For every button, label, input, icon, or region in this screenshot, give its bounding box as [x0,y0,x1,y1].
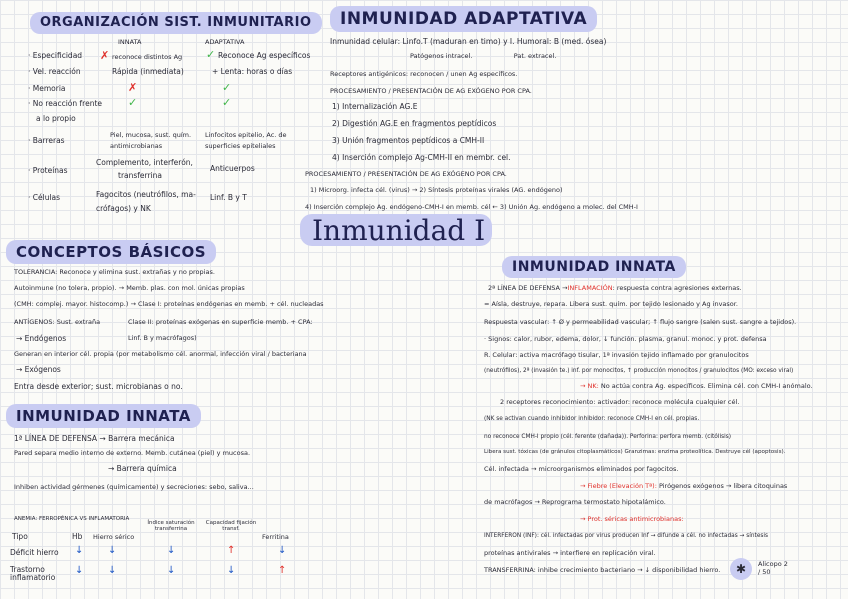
org-label: · Memoria [28,84,66,93]
innata-right-text: No actúa contra Ag. específicos. Elimina cél. con CMH-I anómalo. [600,382,813,390]
innata-left-line: Pared separa medio interno de externo. Memb. cutánea (piel) y mucosa. [14,449,251,457]
innata-right-line: de macrófagos → Reprograma termostato hipotalámico. [484,498,666,506]
innata-right-line [580,482,787,490]
innata-left-line: Inhiben actividad gérmenes (químicamente) y secreciones: sebo, saliva... [14,483,254,491]
org-label: · Vel. reacción [28,67,81,76]
innata-right-line: · Signos: calor, rubor, edema, dolor, ↓ función. plasma, granul. monoc. y prot. defensa [484,335,767,343]
org-innata-cell: Rápida (inmediata) [112,67,184,76]
anemia-row-label: Déficit hierro [10,548,59,557]
anemia-header: Hb [72,532,83,541]
org-innata-cell: crófagos) y NK [96,204,151,213]
anemia-header: Índice saturación transferrina [147,520,195,532]
adaptativa-line: 1) Microorg. infecta cél. (virus) → 2) Síntesis proteínas virales (AG. endógeno) [310,186,563,194]
innata-left-line: → Barrera química [108,464,177,473]
adaptativa-line: Inmunidad celular: Linfo.T (maduran en timo) y I. Humoral: B (med. ósea) [330,37,607,46]
org-innata-cell: antimicrobianas [110,142,163,150]
innata-right-line [580,382,813,390]
innata-right-line: 2 receptores reconocimiento: activador: reconoce molécula cualquier cél. [500,398,740,406]
innata-right-text: : respuesta contra agresiones externas. [612,284,742,292]
innata-right-line: Libera sust. tóxicas (de gránulos citoplasmáticos) Granzimas: enzima proteolítica. Destruye cél (apoptosis). [484,449,786,455]
innata-right-line [488,284,742,292]
org-adaptativa-cell: Anticuerpos [210,164,255,173]
asterisk-icon: ✱ [735,562,747,576]
innata-right-line: TRANSFERRINA: inhibe crecimiento bacteriano → ↓ disponibilidad hierro. [484,566,721,574]
anemia-header: Ferritina [262,533,289,541]
conceptos-line: (CMH: complej. mayor. histocomp.) → Clase I: proteínas endógenas en memb. + cél. nucleadas [14,300,324,308]
org-innata-cell: Piel, mucosa, sust. quím. [110,131,192,139]
anemia-header: Capacidad fijación transf. [205,520,257,532]
fiebre-label: → Fiebre (Elevación Tª): [580,482,657,490]
anemia-title: ANEMIA: FERROPÉNICA VS INFLAMATORIA [14,516,130,522]
innata-right-title: INMUNIDAD INNATA [502,256,686,278]
main-title-text: Inmunidad I [312,214,486,247]
org-adaptativa-cell: Reconoce Ag específicos [218,51,311,60]
adaptativa-line: 1) Internalización AG.E [332,102,418,111]
adaptativa-line: PROCESAMIENTO / PRESENTACIÓN DE AG EXÓGENO POR CPA. [330,87,532,95]
arrow-down-icon: ↓ [75,545,84,556]
org-adaptativa-cell: superficies epiteliales [205,142,276,150]
anemia-row-label: Trastorno inflamatorio [10,565,56,582]
org-adaptativa-cell: Linf. B y T [210,193,247,202]
conceptos-line: ANTÍGENOS: Sust. extraña [14,318,101,326]
footer-badge [730,558,752,580]
arrow-down-icon: ↓ [108,565,117,576]
inflamacion-label: INFLAMACIÓN [567,284,613,292]
arrow-down-icon: ↓ [167,545,176,556]
nk-label: → NK: [580,382,599,390]
adaptativa-line: Receptores antigénicos: reconocen / unen Ag específicos. [330,70,518,78]
org-col-innata: INNATA [118,38,142,46]
arrow-down-icon: ↓ [227,565,236,576]
org-title: ORGANIZACIÓN SIST. INMUNITARIO [30,12,322,34]
innata-right-line: (NK se activan cuando inhibidor inhibidor: reconoce CMH-I en cél. propias. [484,416,700,422]
innata-right-line: no reconoce CMH-I propio (cél. ferente (dañada)). Perforina: perfora memb. (citólisis) [484,434,731,440]
conceptos-line: Autoinmune (no tolera, propio). → Memb. plas. con mol. únicas propias [14,284,245,292]
prot-sericas-label: → Prot. séricas antimicrobianas: [580,515,684,523]
org-adaptativa-cell: Linfocitos epitelio, Ac. de [205,131,287,139]
cross-icon: ✗ [128,81,138,94]
innata-right-line: R. Celular: activa macrófago tisular, 1ª invasión tejido inflamado por granulocitos [484,351,749,359]
cross-icon: ✗ [100,49,110,62]
innata-right-text: 2ª LÍNEA DE DEFENSA → [488,284,568,292]
org-label: a lo propio [36,114,76,123]
org-col-adaptativa: ADAPTATIVA [205,38,245,46]
conceptos-side: Clase II: proteínas exógenas en superficie memb. + CPA: [128,318,313,326]
anemia-header: Hierro sérico [93,533,135,541]
innata-right-line: proteínas antivirales → interfiere en replicación viral. [484,549,656,557]
adaptativa-line: PROCESAMIENTO / PRESENTACIÓN DE AG EXÓGENO POR CPA. [305,170,507,178]
innata-right-line: Cél. infectada → microorganismos eliminados por fagocitos. [484,465,679,473]
innata-right-line: (neutrófilos), 2ª (invasión te.) inf. por monocitos, ↑ producción monocitos / granulocitos (MO: exceso viral) [484,368,794,374]
adaptativa-line: 4) Inserción complejo Ag-CMH-II en membr. cel. [332,153,511,162]
org-label: · Células [28,193,61,202]
conceptos-side: Linf. B y macrófagos) [128,334,197,342]
conceptos-title: CONCEPTOS BÁSICOS [6,240,216,264]
innata-right-line: INTERFERON (INF): cél. infectadas por virus producen Inf → difunde a cél. no infectadas → síntesis [484,533,769,539]
innata-left-title: INMUNIDAD INNATA [6,404,201,428]
org-innata-cell: Complemento, interferón, [96,158,193,167]
adaptativa-line: Patógenos intracel. Pat. extracel. [410,52,557,60]
org-innata-cell: Fagocitos (neutrófilos, ma- [96,190,196,199]
arrow-down-icon: ↓ [108,545,117,556]
org-label: · Barreras [28,136,65,145]
org-label: · No reacción frente [28,99,103,108]
conceptos-line: Generan en interior cél. propia (por metabolismo cél. anormal, infección viral / bacteriana [14,350,307,358]
innata-right-line: Respuesta vascular: ↑ Ø y permeabilidad vascular; ↑ flujo sangre (salen sust. sangre a tejidos). [484,318,797,326]
org-innata-cell: reconoce distintos Ag [112,53,183,61]
conceptos-line: Entra desde exterior; sust. microbianas o no. [14,382,183,391]
conceptos-line: → Exógenos [16,365,61,374]
arrow-up-icon: ↑ [227,545,236,556]
anemia-header: Tipo [12,532,28,541]
innata-right-text: Pirógenos exógenos → libera citoquinas [656,482,788,490]
org-label: · Proteínas [28,166,68,175]
org-adaptativa-cell: + Lenta: horas o días [212,67,293,76]
adaptativa-title: INMUNIDAD ADAPTATIVA [330,6,597,32]
check-icon: ✓ [222,96,232,109]
adaptativa-line: 2) Digestión AG.E en fragmentos peptídicos [332,119,497,128]
org-innata-cell: transferrina [118,171,163,180]
footer-page: Alicopo 2 / 50 [758,560,788,576]
check-icon: ✓ [222,81,232,94]
conceptos-line: → Endógenos [16,334,67,343]
arrow-down-icon: ↓ [75,565,84,576]
conceptos-line: TOLERANCIA: Reconoce y elimina sust. extrañas y no propias. [14,268,215,276]
org-label: · Especificidad [28,51,83,60]
innata-right-line: = Aísla, destruye, repara. Libera sust. quím. por tejido lesionado y Ag invasor. [484,300,738,308]
adaptativa-line: 4) Inserción complejo Ag. endógeno-CMH-I en memb. cél ← 3) Unión Ag. endógeno a molec. del CMH-I [305,203,638,211]
arrow-down-icon: ↓ [278,545,287,556]
check-icon: ✓ [206,48,216,61]
innata-left-line: 1ª LÍNEA DE DEFENSA → Barrera mecánica [14,434,175,443]
check-icon: ✓ [128,96,138,109]
arrow-down-icon: ↓ [167,565,176,576]
adaptativa-line: 3) Unión fragmentos peptídicos a CMH-II [332,136,485,145]
arrow-up-icon: ↑ [278,565,287,576]
